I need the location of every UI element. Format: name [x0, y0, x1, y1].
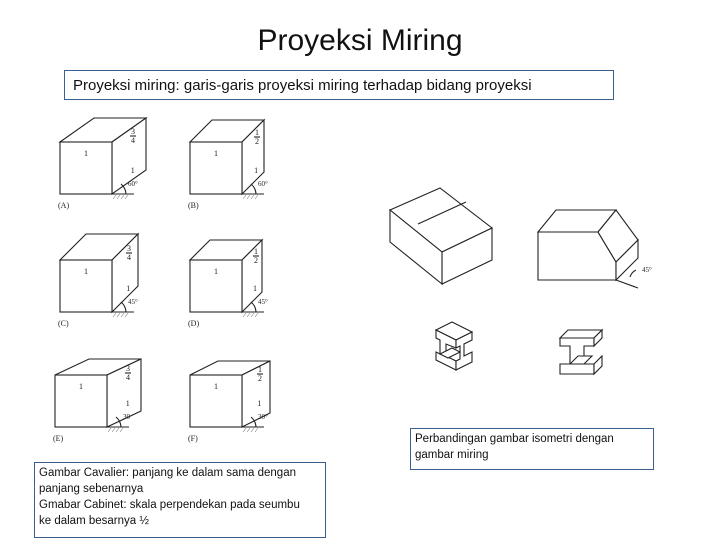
- front-length-label: 1: [214, 382, 218, 391]
- hatch-mark: [251, 428, 254, 432]
- depth-label-denominator: 2: [255, 137, 259, 146]
- definition-text: Proyeksi miring: garis-garis proyeksi miring terhadap bidang proyeksi: [73, 77, 532, 94]
- front-length-label: 1: [214, 149, 218, 158]
- angle-label: 30°: [258, 413, 268, 421]
- angle-label: 30: [123, 413, 130, 421]
- hatch-mark: [255, 428, 258, 432]
- depth-label-numerator: 3: [127, 244, 131, 253]
- caption-line: panjang sebenarnya: [39, 483, 144, 495]
- front-length-label: 1: [84, 149, 88, 158]
- oblique-cubes-figure: [40, 120, 300, 460]
- hatch-mark: [255, 313, 258, 317]
- depth-label-numerator: 1: [255, 128, 259, 137]
- hatch-mark: [116, 428, 119, 432]
- hatch-mark: [125, 313, 128, 317]
- oblique-cube: [188, 240, 268, 328]
- depth-label-numerator: 1: [258, 365, 262, 374]
- hatch-mark: [243, 195, 246, 199]
- oblique-cube: [188, 120, 268, 210]
- oblique-cube: [188, 361, 270, 443]
- front-length-label: 1: [79, 382, 83, 391]
- depth-label-numerator: 3: [126, 364, 130, 373]
- caption-line: Perbandingan gambar isometri dengan: [415, 433, 614, 445]
- cube-caption: (E): [53, 434, 64, 443]
- angle-label: 45°: [642, 266, 652, 274]
- isometric-vs-oblique-figure: [380, 180, 680, 410]
- hatch-mark: [121, 195, 124, 199]
- oblique-wedge-block: [538, 210, 652, 288]
- page-title: Proyeksi Miring: [257, 24, 463, 57]
- cube-caption: (D): [188, 319, 200, 328]
- depth-label-denominator: 4: [126, 373, 130, 382]
- angle-label: 45°: [258, 298, 268, 306]
- side-length-label: 1: [257, 399, 262, 409]
- side-length-label: 1: [254, 166, 259, 176]
- hatch-mark: [125, 195, 128, 199]
- caption-line: Gmabar Cabinet: skala perpendekan pada seumbu: [39, 499, 300, 511]
- hatch-mark: [121, 313, 124, 317]
- angle-label: 60°: [128, 180, 138, 188]
- cavalier-cabinet-caption: [34, 462, 326, 538]
- hatch-mark: [255, 195, 258, 199]
- caption-line: gambar miring: [415, 449, 489, 461]
- isometric-wedge-block: [390, 188, 492, 284]
- hatch-mark: [120, 428, 123, 432]
- angle-arc: [251, 302, 256, 312]
- angle-label: 45°: [128, 298, 138, 306]
- caption-line: Gambar Cavalier: panjang ke dalam sama dengan: [39, 467, 296, 479]
- caption-line: ke dalam besarnya ½: [39, 515, 149, 527]
- hatch-mark: [251, 313, 254, 317]
- side-length-label: 1: [125, 399, 130, 409]
- depth-label-denominator: 4: [127, 253, 131, 262]
- front-length-label: 1: [84, 267, 88, 276]
- angle-label: 60°: [258, 180, 268, 188]
- hatch-mark: [247, 195, 250, 199]
- hatch-mark: [113, 313, 116, 317]
- depth-label-denominator: 2: [254, 256, 258, 265]
- oblique-i-block: [560, 330, 602, 374]
- hatch-mark: [113, 195, 116, 199]
- hatch-mark: [247, 313, 250, 317]
- cube-caption: (A): [58, 201, 70, 210]
- cube-caption: (B): [188, 201, 199, 210]
- hatch-mark: [117, 313, 120, 317]
- side-length-label: 1: [253, 284, 257, 294]
- side-length-label: 1: [130, 166, 135, 176]
- hatch-mark: [243, 313, 246, 317]
- cube-caption: (C): [58, 319, 69, 328]
- depth-label-denominator: 4: [131, 136, 135, 145]
- hatch-mark: [112, 428, 115, 432]
- hatch-mark: [108, 428, 111, 432]
- front-length-label: 1: [214, 267, 218, 276]
- angle-arc: [121, 302, 126, 312]
- oblique-cube: [58, 118, 146, 210]
- definition-box: [64, 70, 614, 100]
- angle-arc: [251, 184, 256, 194]
- depth-label-denominator: 2: [258, 374, 262, 383]
- oblique-cube: [53, 359, 141, 443]
- hatch-mark: [251, 195, 254, 199]
- comparison-caption: [410, 428, 654, 470]
- cube-caption: (F): [188, 434, 198, 443]
- oblique-cube: [58, 234, 138, 328]
- side-length-label: 1: [126, 284, 131, 294]
- depth-label-numerator: 1: [254, 247, 258, 256]
- hatch-mark: [247, 428, 250, 432]
- isometric-i-block: [436, 322, 472, 370]
- depth-label-numerator: 3: [131, 127, 135, 136]
- hatch-mark: [117, 195, 120, 199]
- hatch-mark: [243, 428, 246, 432]
